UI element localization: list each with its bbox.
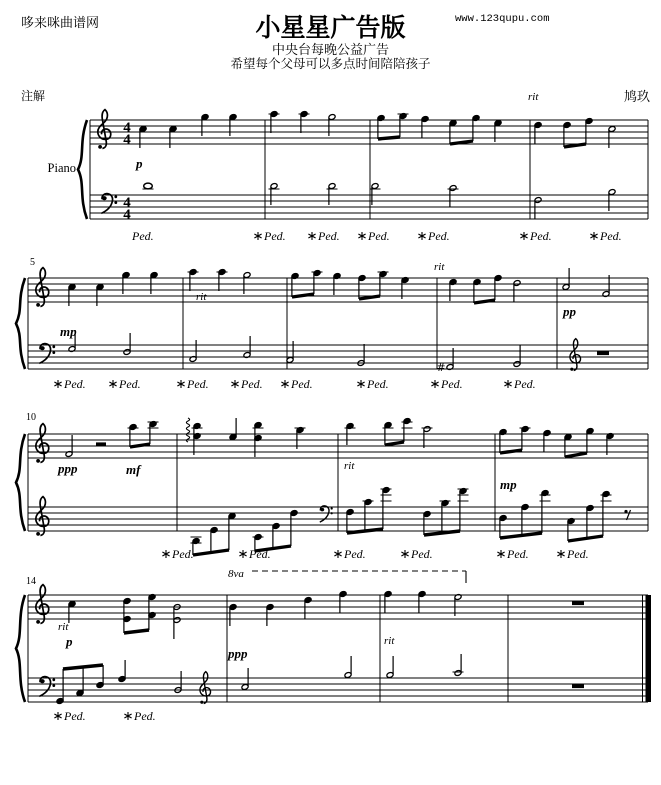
pedal-release-icon (357, 380, 364, 388)
note (608, 189, 616, 211)
score-text: Ped. (428, 229, 450, 243)
pedal-release-icon (162, 550, 169, 558)
note-group (358, 271, 388, 299)
note (299, 111, 310, 133)
measure-number: 10 (26, 412, 36, 423)
rit-marking: rit (384, 635, 395, 647)
rit-marking: rit (196, 291, 207, 303)
note (327, 183, 338, 205)
score-text: Ped. (64, 377, 86, 391)
note (150, 272, 158, 294)
bass-clef-icon (320, 506, 333, 522)
subtitle-line1: 中央台每晚公益广告 (271, 42, 389, 57)
note (96, 284, 104, 306)
note (269, 111, 280, 133)
score-text: Ped. (134, 709, 156, 723)
note (68, 284, 76, 306)
note (384, 591, 392, 613)
note-group (567, 491, 611, 541)
treble-clef-icon (36, 585, 49, 624)
time-signature: 4 (123, 120, 131, 136)
note (328, 114, 336, 136)
note (118, 660, 126, 682)
pedal-release-icon (358, 232, 365, 240)
measure-number: 14 (26, 576, 36, 587)
note (421, 116, 429, 138)
score-text: Ped. (119, 377, 141, 391)
note (217, 269, 228, 291)
system-2 (16, 257, 648, 391)
whole-rest (597, 352, 609, 356)
note-group (449, 115, 480, 144)
note (422, 426, 433, 448)
pedal-mark (231, 377, 262, 391)
note-group (383, 418, 413, 445)
score-text: Ped. (600, 229, 622, 243)
treble-clef-icon (98, 110, 111, 149)
half-rest (96, 442, 106, 446)
note (453, 654, 464, 676)
bass-clef-icon (101, 194, 117, 214)
pedal-mark (334, 547, 365, 561)
score-text: Ped. (367, 377, 389, 391)
brace (16, 434, 25, 531)
treble-clef-icon (36, 497, 49, 536)
note (201, 114, 209, 136)
dynamic-marking: mf (126, 462, 141, 477)
system-3 (16, 412, 648, 561)
score-text: Ped. (507, 547, 529, 561)
note (562, 268, 570, 290)
pedal-release-icon (254, 232, 261, 240)
note (534, 122, 542, 144)
pedal-release-icon (401, 550, 408, 558)
pedal-mark (131, 229, 154, 243)
score-text: Ped. (514, 377, 536, 391)
arpeggio-mark (186, 418, 189, 442)
dynamic-marking: ppp (58, 461, 78, 476)
score-text: 8va (228, 568, 244, 580)
eighth-rest (624, 510, 630, 520)
note (386, 656, 394, 678)
pedal-release-icon (557, 550, 564, 558)
pedal-mark (590, 229, 621, 243)
pedal-release-icon (54, 712, 61, 720)
time-signature: 4 (123, 132, 131, 148)
dynamic-marking: p (66, 634, 73, 649)
note (241, 668, 249, 690)
brace (78, 120, 87, 219)
note (173, 604, 181, 639)
author-name: 鸠玖 (624, 89, 651, 104)
pedal-release-icon (124, 712, 131, 720)
pedal-mark (401, 547, 432, 561)
system-4 (16, 568, 651, 723)
note (543, 430, 551, 452)
note (608, 126, 616, 148)
pedal-mark (357, 377, 388, 391)
pedal-mark (109, 377, 140, 391)
note (304, 597, 312, 619)
treble-clef-icon (570, 339, 581, 371)
note (448, 185, 459, 207)
note (229, 114, 237, 136)
pedal-release-icon (109, 380, 116, 388)
score-text: Ped. (567, 547, 589, 561)
rit-marking: rit (528, 91, 539, 103)
brace (16, 595, 25, 702)
bass-clef-icon (39, 677, 55, 697)
note (188, 269, 199, 291)
note (229, 418, 237, 440)
score-text: Ped. (241, 377, 263, 391)
bass-clef-icon (39, 344, 55, 364)
pedal-release-icon (54, 380, 61, 388)
final-barline (646, 595, 652, 702)
dynamic-marking: p (136, 156, 143, 171)
note-group (473, 275, 502, 303)
score-text: Ped. (318, 229, 340, 243)
score-text: Ped. (264, 229, 286, 243)
pedal-mark (124, 709, 155, 723)
pedal-release-icon (590, 232, 597, 240)
treble-clef-icon (36, 424, 49, 463)
dynamic-marking: pp (563, 304, 576, 319)
annotation-label: 注解 (21, 89, 46, 103)
score-text: Ped. (441, 377, 463, 391)
note-group (346, 487, 391, 533)
pedal-release-icon (520, 232, 527, 240)
note-group (253, 510, 298, 551)
brace (16, 278, 25, 369)
pedal-mark (177, 377, 208, 391)
score-text: Ped. (132, 229, 154, 243)
pedal-release-icon (231, 380, 238, 388)
score-text: Ped. (344, 547, 366, 561)
song-title: 小星星广告版 (255, 14, 406, 42)
measure-number: 5 (30, 257, 35, 268)
site-watermark: 哆来咪曲谱网 (21, 15, 100, 30)
sharp-sign: # (436, 361, 446, 374)
score-text: Ped. (291, 377, 313, 391)
pedal-release-icon (497, 550, 504, 558)
whole-rest (572, 685, 584, 689)
dynamic-marking: mp (500, 477, 517, 492)
pedal-release-icon (239, 550, 246, 558)
pedal-mark (239, 547, 270, 561)
score-text: Ped. (249, 547, 271, 561)
note-group (499, 426, 530, 453)
note (139, 126, 147, 148)
score-text: Ped. (411, 547, 433, 561)
pedal-mark (308, 229, 339, 243)
note (269, 183, 280, 205)
note (169, 126, 177, 148)
rit-marking: rit (58, 621, 69, 633)
pedal-mark (504, 377, 535, 391)
treble-clef-icon (200, 672, 211, 704)
pedal-release-icon (418, 232, 425, 240)
pedal-mark (520, 229, 551, 243)
score-text: Ped. (368, 229, 390, 243)
note-group (423, 488, 468, 535)
score-text: Ped. (64, 709, 86, 723)
whole-rest (572, 602, 584, 606)
note (68, 601, 76, 623)
pedal-mark (54, 709, 85, 723)
time-signature: 4 (123, 195, 131, 211)
rit-marking: rit (344, 460, 355, 472)
note-head (144, 183, 153, 189)
note-group (291, 270, 322, 297)
note (513, 345, 521, 367)
pedal-mark (497, 547, 528, 561)
dynamic-marking: mp (60, 324, 77, 339)
score-text: Ped. (172, 547, 194, 561)
note (123, 333, 131, 355)
pedal-release-icon (504, 380, 511, 388)
pedal-release-icon (177, 380, 184, 388)
pedal-mark (254, 229, 285, 243)
instrument-label: Piano (47, 161, 76, 175)
pedal-mark (418, 229, 449, 243)
note (344, 656, 352, 678)
pedal-mark (431, 377, 462, 391)
dynamic-marking: ppp (228, 646, 248, 661)
note (534, 197, 542, 219)
website-url: www.123qupu.com (455, 13, 550, 25)
note-group (564, 428, 594, 457)
pedal-mark (54, 377, 85, 391)
pedal-mark (162, 547, 193, 561)
pedal-release-icon (281, 380, 288, 388)
pedal-mark (557, 547, 588, 561)
note (243, 272, 251, 294)
note (494, 120, 502, 142)
note (339, 591, 347, 613)
pedal-mark (358, 229, 389, 243)
score-text: Ped. (187, 377, 209, 391)
subtitle-line2: 希望每个父母可以多点时间陪陪孩子 (230, 57, 431, 71)
rit-marking: rit (434, 261, 445, 273)
pedal-release-icon (431, 380, 438, 388)
ottava-line (228, 568, 466, 583)
treble-clef-icon (36, 268, 49, 307)
system-1 (48, 91, 648, 243)
score-text: Ped. (530, 229, 552, 243)
note (143, 183, 154, 189)
note (122, 272, 130, 294)
note-group (56, 665, 104, 704)
note (229, 604, 237, 626)
note (513, 280, 521, 302)
note (192, 423, 203, 455)
note (418, 591, 426, 613)
pedal-release-icon (308, 232, 315, 240)
time-signature: 4 (123, 207, 131, 223)
note (243, 336, 251, 358)
pedal-mark (281, 377, 312, 391)
note (370, 183, 381, 205)
pedal-release-icon (334, 550, 341, 558)
note (266, 604, 274, 626)
